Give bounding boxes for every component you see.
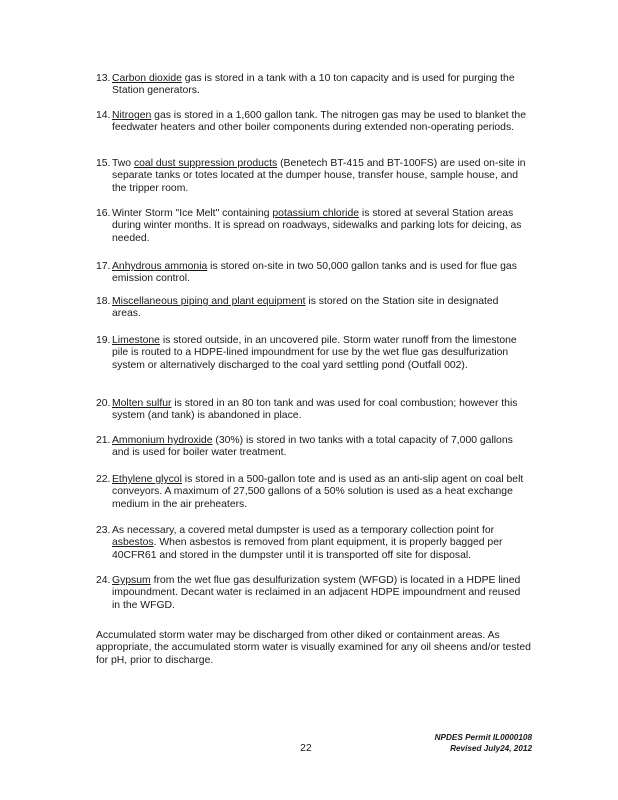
item-substance: asbestos xyxy=(112,537,154,549)
item-text: Ethylene glycol is stored in a 500-gallon tote and is used as an anti-slip agent on coal belt conveyors. A maximum of 27,500 gallons of a 50% solution is used as a heat exchange medium in the air preheaters. xyxy=(112,474,524,510)
list-item xyxy=(96,335,528,372)
item-substance: Carbon dioxide xyxy=(112,73,182,84)
footer-revised-line: Revised July24, 2012 xyxy=(450,744,532,753)
item-substance: coal dust suppression products xyxy=(133,158,278,169)
list-item xyxy=(96,110,528,135)
item-substance: Anhydrous ammonia xyxy=(112,261,208,272)
item-substance: Ammonium hydroxide xyxy=(112,435,213,446)
list-item xyxy=(96,474,528,511)
item-text: Winter Storm "Ice Melt" containing potassium chloride is stored at several Station areas during winter months. It is spread on roadways, sidewalks and parking lots for deicing, as needed. xyxy=(112,208,522,244)
item-number: 19. xyxy=(96,335,111,346)
list-item xyxy=(96,575,528,612)
item-substance: Limestone xyxy=(112,335,160,346)
footer-permit-line: NPDES Permit IL0000108 xyxy=(434,733,532,742)
closing-paragraph: Accumulated storm water may be discharged from other diked or containment areas. As appropriate, the accumulated storm water is visually examined for any oil sheens and/or tested for pH, prior to discharge. xyxy=(96,630,531,666)
item-number: 17. xyxy=(96,261,111,272)
item-text: Ammonium hydroxide (30%) is stored in two tanks with a total capacity of 7,000 gallons and is used for boiler water treatment. xyxy=(112,435,513,459)
item-number: 22. xyxy=(96,474,111,485)
item-text: Molten sulfur is stored in an 80 ton tank and was used for coal combustion; however this system (and tank) is abandoned in place. xyxy=(112,398,518,422)
item-number: 23. xyxy=(96,525,111,536)
list-item xyxy=(96,158,528,195)
item-number: 14. xyxy=(96,110,111,121)
item-number: 16. xyxy=(96,208,111,219)
item-number: 24. xyxy=(96,575,111,586)
item-text: Carbon dioxide gas is stored in a tank with a 10 ton capacity and is used for purging the Station generators. xyxy=(112,73,515,97)
item-text: As necessary, a covered metal dumpster is used as a temporary collection point for asbestos. When asbestos is removed from plant equipment, it is properly bagged per 40CFR61 and stored in the dumpster until it is transported off site for disposal. xyxy=(112,525,503,561)
item-number: 15. xyxy=(96,158,111,169)
list-item xyxy=(96,398,528,423)
list-item xyxy=(96,208,528,245)
item-substance: potassium chloride xyxy=(272,208,360,219)
item-text: Nitrogen gas is stored in a 1,600 gallon tank. The nitrogen gas may be used to blanket the feedwater heaters and other boiler components during extended non-operating periods. xyxy=(112,110,526,134)
item-number: 20. xyxy=(96,398,111,409)
item-text: Anhydrous ammonia is stored on-site in two 50,000 gallon tanks and is used for flue gas emission control. xyxy=(112,261,517,285)
item-substance: Miscellaneous piping and plant equipment xyxy=(112,296,306,307)
item-text: Gypsum from the wet flue gas desulfurization system (WFGD) is located in a HDPE lined impoundment. Decant water is reclaimed in an adjacent HDPE impoundment and reused in the WFGD. xyxy=(112,575,521,611)
list-item xyxy=(96,73,528,98)
item-number: 18. xyxy=(96,296,111,307)
item-substance: Molten sulfur xyxy=(112,398,172,409)
list-item xyxy=(96,296,528,321)
item-substance: Nitrogen xyxy=(112,110,152,121)
item-number: 21. xyxy=(96,435,111,446)
page-number: 22 xyxy=(300,742,312,754)
list-item xyxy=(96,261,528,286)
list-item xyxy=(96,525,528,562)
item-number: 13. xyxy=(96,73,111,84)
list-item xyxy=(96,435,528,460)
item-text: Two coal dust suppression products (Benetech BT-415 and BT-100FS) are used on-site in separate tanks or totes located at the dumper house, transfer house, sample house, and the tripper room. xyxy=(112,158,526,194)
item-substance: Ethylene glycol xyxy=(112,474,182,485)
item-substance: Gypsum xyxy=(112,575,151,586)
permit-footer xyxy=(435,732,532,754)
item-text: Limestone is stored outside, in an uncovered pile. Storm water runoff from the limestone pile is routed to a HDPE-lined impoundment for use by the wet flue gas desulfurization system or alternatively discharged to the coal yard settling pond (Outfall 002). xyxy=(112,335,517,371)
item-text: Miscellaneous piping and plant equipment is stored on the Station site in designated areas. xyxy=(112,296,499,320)
